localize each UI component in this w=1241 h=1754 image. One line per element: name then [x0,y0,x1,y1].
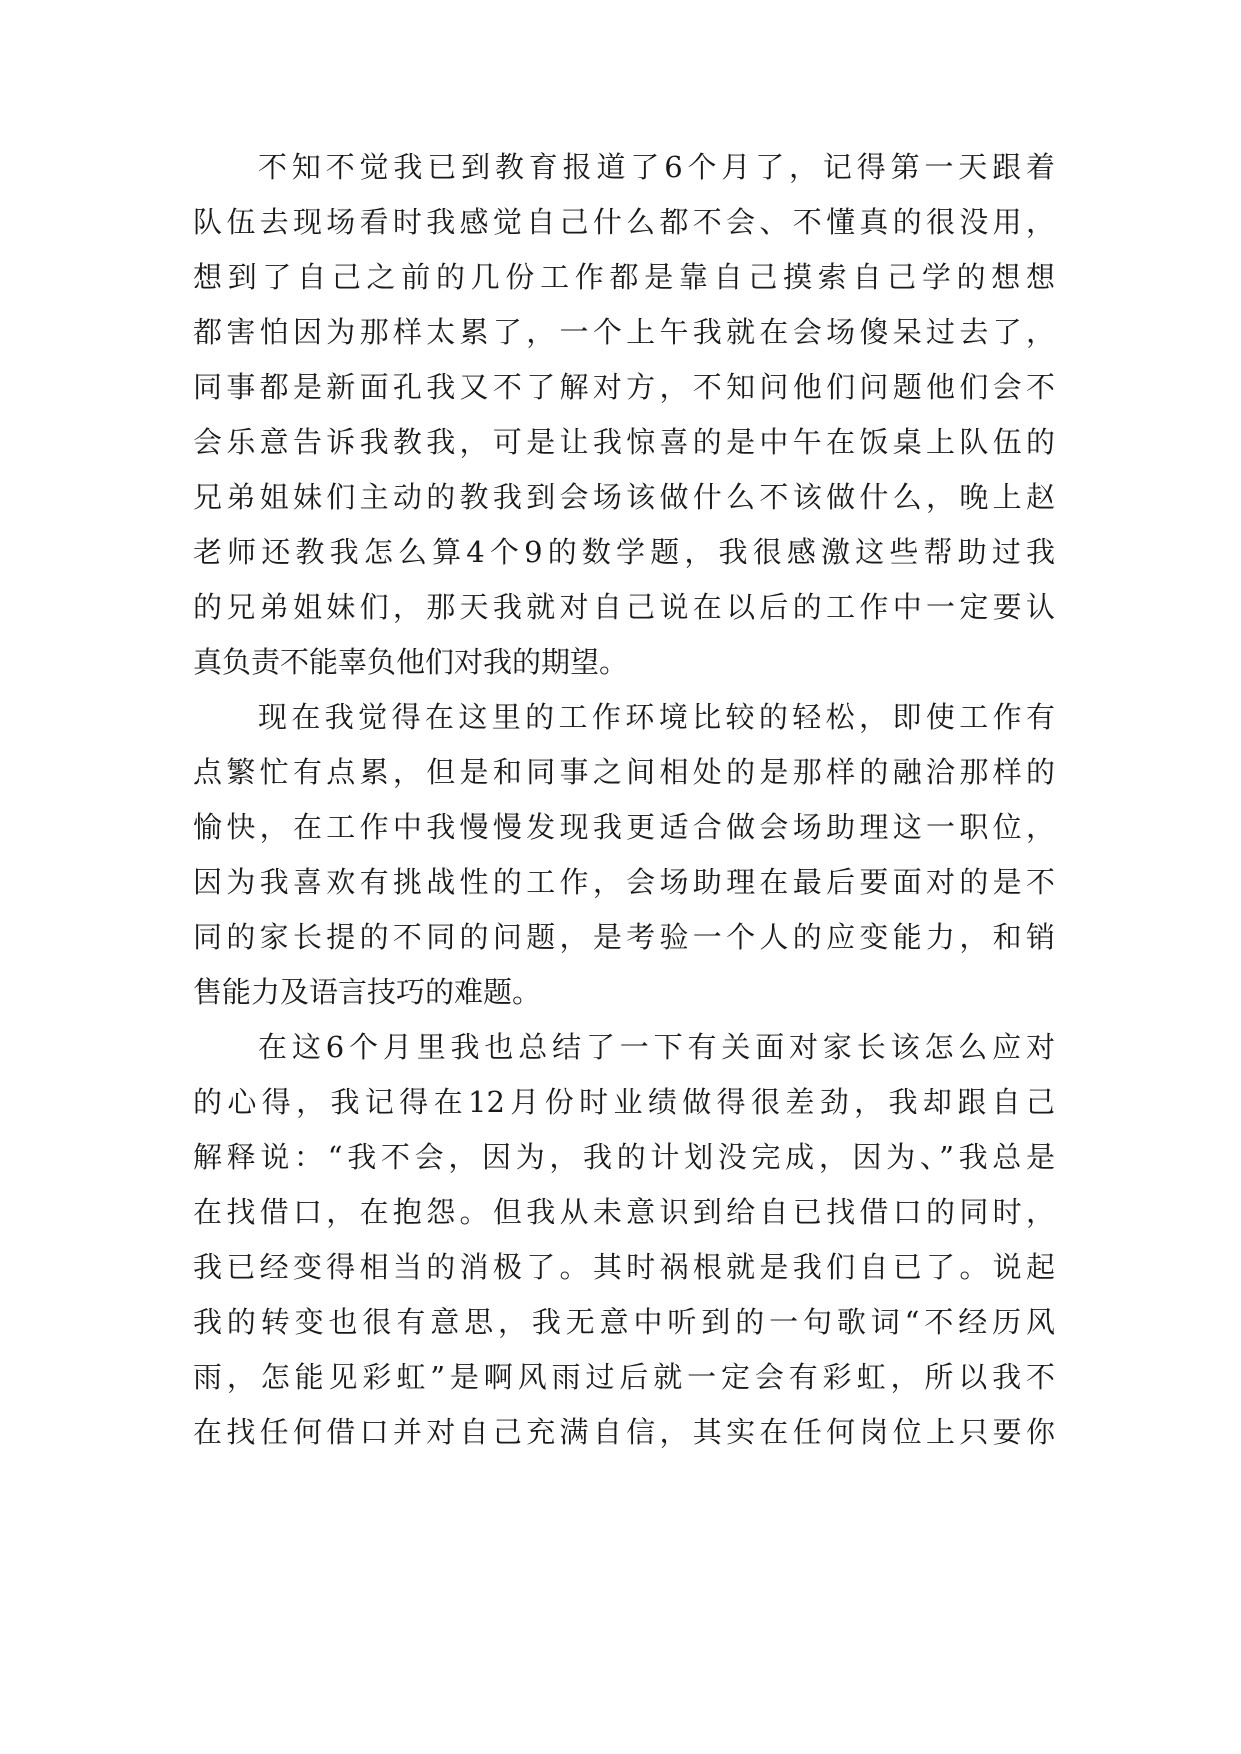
paragraph-1-line-4: 都害怕因为那样太累了，一个上午我就在会场傻呆过去了， [193,315,1055,349]
paragraph-3-line-7: 雨，怎能见彩虹”是啊风雨过后就一定会有彩虹，所以我不 [193,1360,1055,1394]
paragraph-2-line-3: 愉快，在工作中我慢慢发现我更适合做会场助理这一职位， [193,810,1055,844]
paragraph-2-line-1: 现在我觉得在这里的工作环境比较的轻松，即使工作有 [258,700,1055,734]
paragraph-1-line-8: 老师还教我怎么算4个9的数学题，我很感激这些帮助过我 [193,535,1055,569]
paragraph-1-line-3: 想到了自己之前的几份工作都是靠自己摸索自己学的想想 [193,260,1055,294]
paragraph-1-line-1: 不知不觉我已到教育报道了6个月了，记得第一天跟着 [258,150,1055,184]
paragraph-1-line-6: 会乐意告诉我教我，可是让我惊喜的是中午在饭桌上队伍的 [193,425,1055,459]
paragraph-1-line-10: 真负责不能辜负他们对我的期望。 [193,645,629,679]
paragraph-2-line-4: 因为我喜欢有挑战性的工作，会场助理在最后要面对的是不 [193,865,1055,899]
paragraph-3-line-8: 在找任何借口并对自己充满自信，其实在任何岗位上只要你 [193,1415,1055,1449]
paragraph-3-line-3: 解释说：“我不会，因为，我的计划没完成，因为、”我总是 [193,1140,1055,1174]
paragraph-3-line-4: 在找借口，在抱怨。但我从未意识到给自已找借口的同时， [193,1195,1055,1229]
paragraph-1-line-7: 兄弟姐妹们主动的教我到会场该做什么不该做什么，晚上赵 [193,480,1055,514]
paragraph-3-line-6: 我的转变也很有意思，我无意中听到的一句歌词“不经历风 [193,1305,1055,1339]
paragraph-1-line-2: 队伍去现场看时我感觉自己什么都不会、不懂真的很没用， [193,205,1055,239]
paragraph-2-line-5: 同的家长提的不同的问题，是考验一个人的应变能力，和销 [193,920,1055,954]
paragraph-1-line-5: 同事都是新面孔我又不了解对方，不知问他们问题他们会不 [193,370,1055,404]
paragraph-3-line-5: 我已经变得相当的消极了。其时祸根就是我们自已了。说起 [193,1250,1055,1284]
paragraph-1-line-9: 的兄弟姐妹们，那天我就对自己说在以后的工作中一定要认 [193,590,1055,624]
paragraph-2-line-6: 售能力及语言技巧的难题。 [193,975,542,1009]
paragraph-3-line-2: 的心得，我记得在12月份时业绩做得很差劲，我却跟自己 [193,1085,1055,1119]
paragraph-2-line-2: 点繁忙有点累，但是和同事之间相处的是那样的融洽那样的 [193,755,1055,789]
paragraph-3-line-1: 在这6个月里我也总结了一下有关面对家长该怎么应对 [258,1030,1055,1064]
